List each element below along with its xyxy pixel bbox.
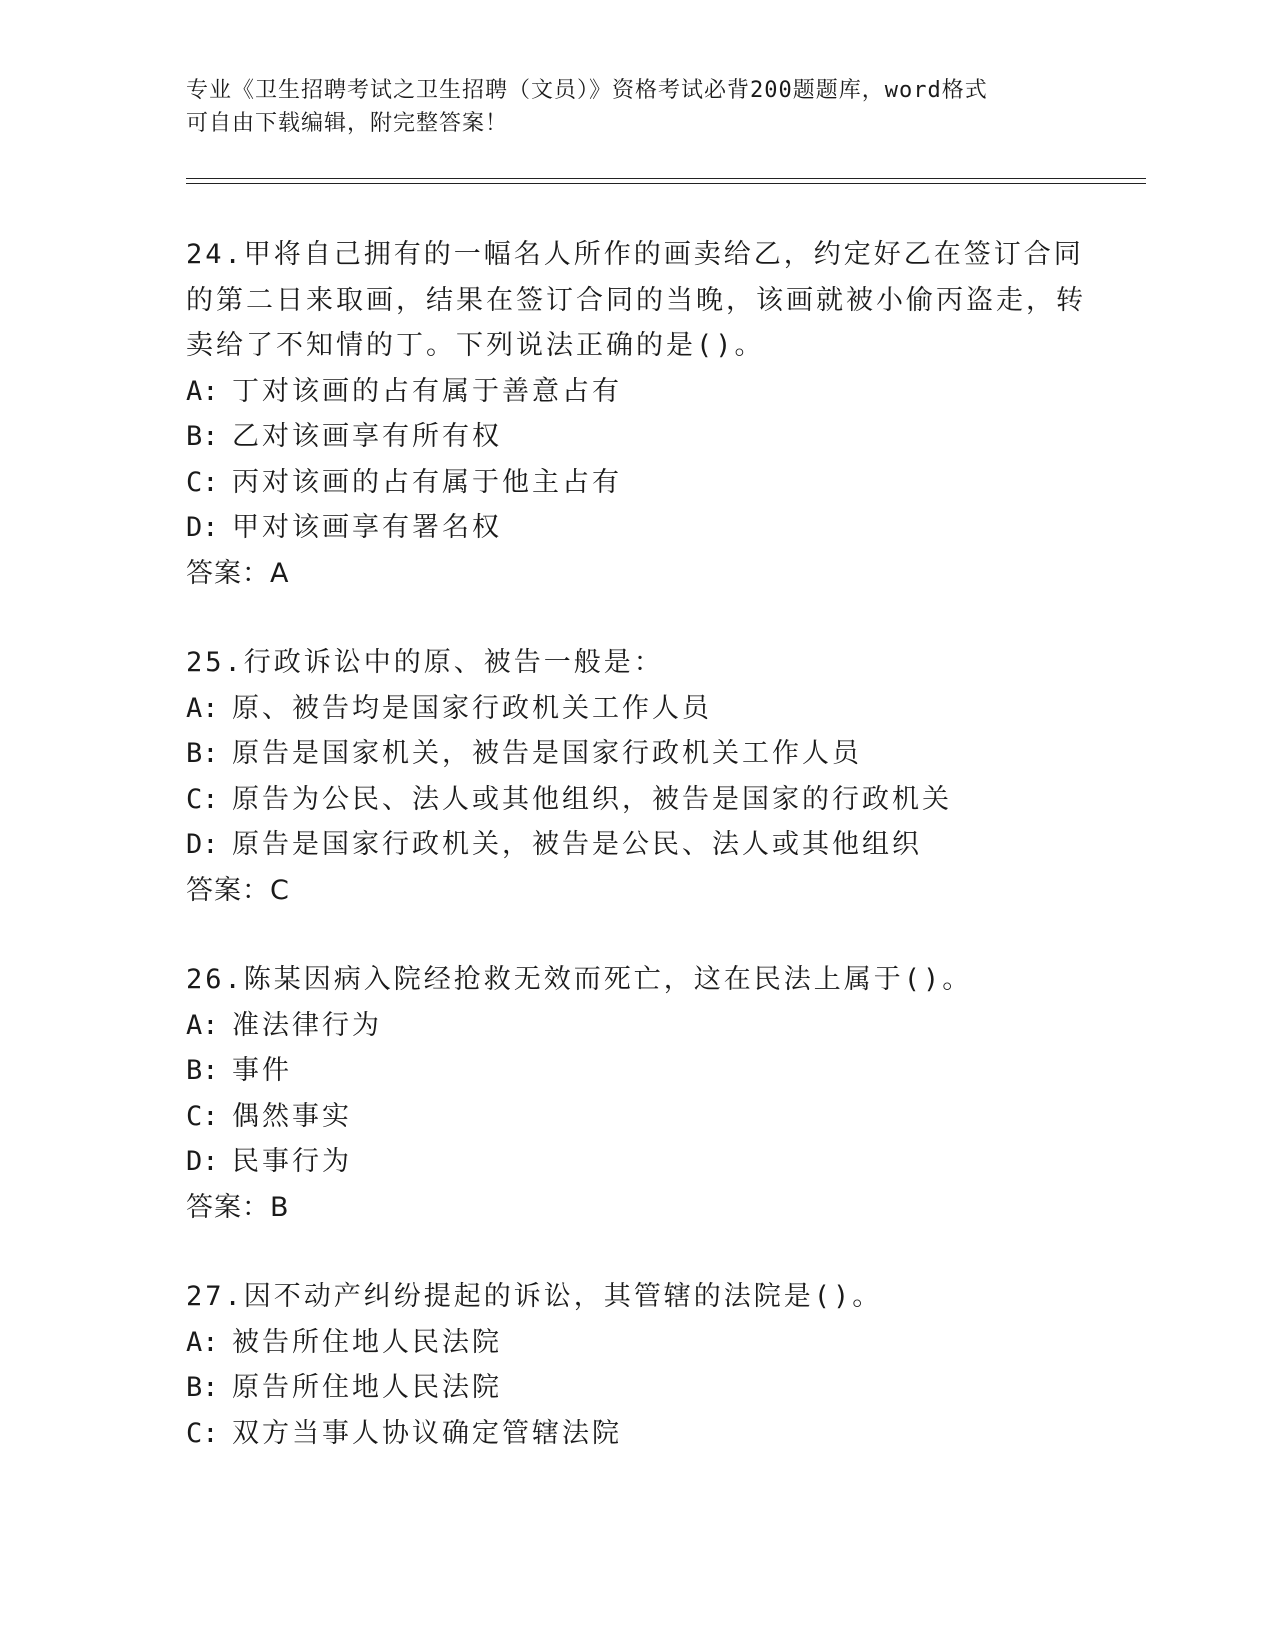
option-text: 原告所住地人民法院: [232, 1372, 502, 1403]
option-d: [186, 505, 1086, 551]
option-list: [186, 369, 1086, 551]
option-a: [186, 686, 1086, 732]
option-key: A:: [186, 692, 219, 724]
option-key: B:: [186, 1372, 219, 1403]
question-stem: 27.因不动产纠纷提起的诉讼，其管辖的法院是()。: [186, 1281, 883, 1312]
question-stem: 25.行政诉讼中的原、被告一般是：: [186, 647, 664, 678]
header-title-line-2: 可自由下载编辑，附完整答案！: [186, 111, 509, 136]
option-text: 准法律行为: [232, 1009, 382, 1041]
question-stem: 24.甲将自己拥有的一幅名人所作的画卖给乙，约定好乙在签订合同的第二日来取画，结果在签订合同的当晚，该画就被小偷丙盗走，转卖给了不知情的丁。下列说法正确的是()。: [186, 239, 1086, 361]
option-a: [186, 369, 1086, 415]
option-text: 丁对该画的占有属于善意占有: [232, 375, 622, 407]
option-list: [186, 1320, 1086, 1457]
option-c: [186, 1411, 1086, 1457]
option-key: C:: [186, 783, 219, 815]
header-title-line-1: 专业《卫生招聘考试之卫生招聘（文员）》资格考试必背200题题库，word格式: [186, 78, 988, 103]
option-key: D:: [186, 829, 219, 860]
option-list: [186, 686, 1086, 868]
answer-line: 答案：A: [186, 557, 290, 589]
option-key: C:: [186, 1100, 219, 1132]
option-d: [186, 822, 1086, 868]
question-24: [186, 232, 1086, 596]
option-key: A:: [186, 375, 219, 407]
option-text: 双方当事人协议确定管辖法院: [232, 1417, 622, 1449]
option-c: [186, 1094, 1086, 1140]
option-key: B:: [186, 1055, 219, 1086]
option-b: [186, 1365, 1086, 1411]
option-d: [186, 1139, 1086, 1185]
question-27: [186, 1274, 1086, 1456]
option-text: 原告是国家行政机关，被告是公民、法人或其他组织: [232, 829, 922, 860]
option-key: B:: [186, 738, 219, 769]
option-text: 甲对该画享有署名权: [232, 512, 502, 543]
question-stem: 26.陈某因病入院经抢救无效而死亡，这在民法上属于()。: [186, 964, 973, 995]
option-c: [186, 777, 1086, 823]
option-text: 丙对该画的占有属于他主占有: [232, 466, 622, 498]
option-b: [186, 1048, 1086, 1094]
option-text: 原告是国家机关，被告是国家行政机关工作人员: [232, 738, 862, 769]
option-a: [186, 1320, 1086, 1366]
option-key: D:: [186, 512, 219, 543]
option-c: [186, 460, 1086, 506]
option-key: C:: [186, 1417, 219, 1449]
option-list: [186, 1003, 1086, 1185]
option-text: 民事行为: [232, 1146, 352, 1177]
option-text: 偶然事实: [232, 1100, 352, 1132]
option-text: 事件: [232, 1055, 292, 1086]
question-list: [186, 232, 1086, 1500]
option-text: 被告所住地人民法院: [232, 1326, 502, 1358]
question-26: [186, 957, 1086, 1230]
question-25: [186, 640, 1086, 913]
option-a: [186, 1003, 1086, 1049]
option-key: D:: [186, 1146, 219, 1177]
answer-line: 答案：C: [186, 874, 290, 906]
option-key: B:: [186, 421, 219, 452]
header-divider-top: [186, 178, 1146, 179]
option-text: 原、被告均是国家行政机关工作人员: [232, 692, 712, 724]
answer-line: 答案：B: [186, 1191, 290, 1223]
option-b: [186, 731, 1086, 777]
option-key: A:: [186, 1009, 219, 1041]
document-header: [186, 74, 1086, 140]
option-key: A:: [186, 1326, 219, 1358]
option-text: 原告为公民、法人或其他组织，被告是国家的行政机关: [232, 783, 952, 815]
header-divider-bottom: [186, 183, 1146, 184]
option-text: 乙对该画享有所有权: [232, 421, 502, 452]
option-key: C:: [186, 466, 219, 498]
option-b: [186, 414, 1086, 460]
